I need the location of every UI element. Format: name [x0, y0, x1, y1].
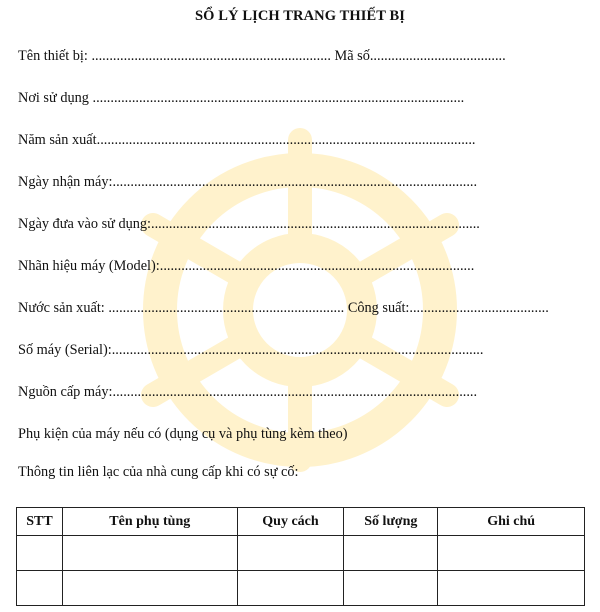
column-header-stt: STT — [17, 508, 63, 536]
page-title: SỔ LÝ LỊCH TRANG THIẾT BỊ — [194, 8, 405, 24]
table-header-row — [17, 508, 585, 536]
field-label: Nước sản xuất: — [18, 300, 109, 316]
field-place-of-use — [18, 90, 464, 107]
field-label: Ngày nhận máy: — [18, 174, 113, 190]
fill-in-dots[interactable]: ...................................................................................................... — [112, 174, 478, 190]
fill-in-dots[interactable]: .................................................................. — [108, 300, 345, 316]
field-equipment-name — [18, 48, 506, 65]
table-cell[interactable] — [344, 536, 438, 571]
table-cell[interactable] — [237, 536, 344, 571]
field-label: Số máy (Serial): — [18, 342, 112, 358]
fill-in-dots[interactable]: ...................................... — [369, 48, 506, 64]
column-header-quantity: Số lượng — [344, 508, 438, 536]
table-cell[interactable] — [237, 571, 344, 606]
field-label: Năm sản xuất — [18, 132, 97, 148]
table-cell[interactable] — [62, 536, 237, 571]
spare-parts-table — [16, 507, 585, 606]
field-model — [18, 258, 474, 275]
field-power-source — [18, 384, 477, 401]
fill-in-dots[interactable]: ........................................................................................ — [159, 258, 475, 274]
fill-in-dots[interactable]: ........................................................................................................ — [111, 342, 484, 358]
table-row — [17, 536, 585, 571]
table-cell[interactable] — [17, 536, 63, 571]
fill-in-dots[interactable]: ................................................................... — [91, 48, 331, 64]
field-serial-number — [18, 342, 483, 359]
field-label-code: Mã số — [330, 48, 370, 64]
fill-in-dots[interactable]: ........................................................................................................ — [92, 90, 465, 106]
field-label: Nhãn hiệu máy (Model): — [18, 258, 160, 274]
table-cell[interactable] — [62, 571, 237, 606]
field-country-of-origin — [18, 300, 549, 317]
table-cell[interactable] — [344, 571, 438, 606]
fill-in-dots[interactable]: ............................................................................................ — [151, 216, 480, 232]
table-cell[interactable] — [438, 536, 585, 571]
column-header-specification: Quy cách — [237, 508, 344, 536]
field-label-power: Công suất: — [344, 300, 410, 316]
field-year-manufactured — [18, 132, 476, 149]
fill-in-dots[interactable]: ...................................................................................................... — [112, 384, 478, 400]
column-header-notes: Ghi chú — [438, 508, 585, 536]
field-label: Nơi sử dụng — [18, 90, 93, 106]
table-cell[interactable] — [17, 571, 63, 606]
field-label: Tên thiết bị: — [18, 48, 92, 64]
field-date-received — [18, 174, 477, 191]
fill-in-dots[interactable]: .......................................................................................................... — [96, 132, 476, 148]
field-label: Nguồn cấp máy: — [18, 384, 113, 400]
table-cell[interactable] — [438, 571, 585, 606]
column-header-part-name: Tên phụ tùng — [62, 508, 237, 536]
fill-in-dots[interactable]: ....................................... — [409, 300, 549, 316]
field-label: Ngày đưa vào sử dụng: — [18, 216, 152, 232]
field-date-in-service — [18, 216, 480, 233]
accessories-note: Phụ kiện của máy nếu có (dụng cụ và phụ tùng kèm theo) — [18, 426, 348, 442]
table-row — [17, 571, 585, 606]
supplier-contact-label: Thông tin liên lạc của nhà cung cấp khi có sự cố: — [18, 464, 299, 480]
